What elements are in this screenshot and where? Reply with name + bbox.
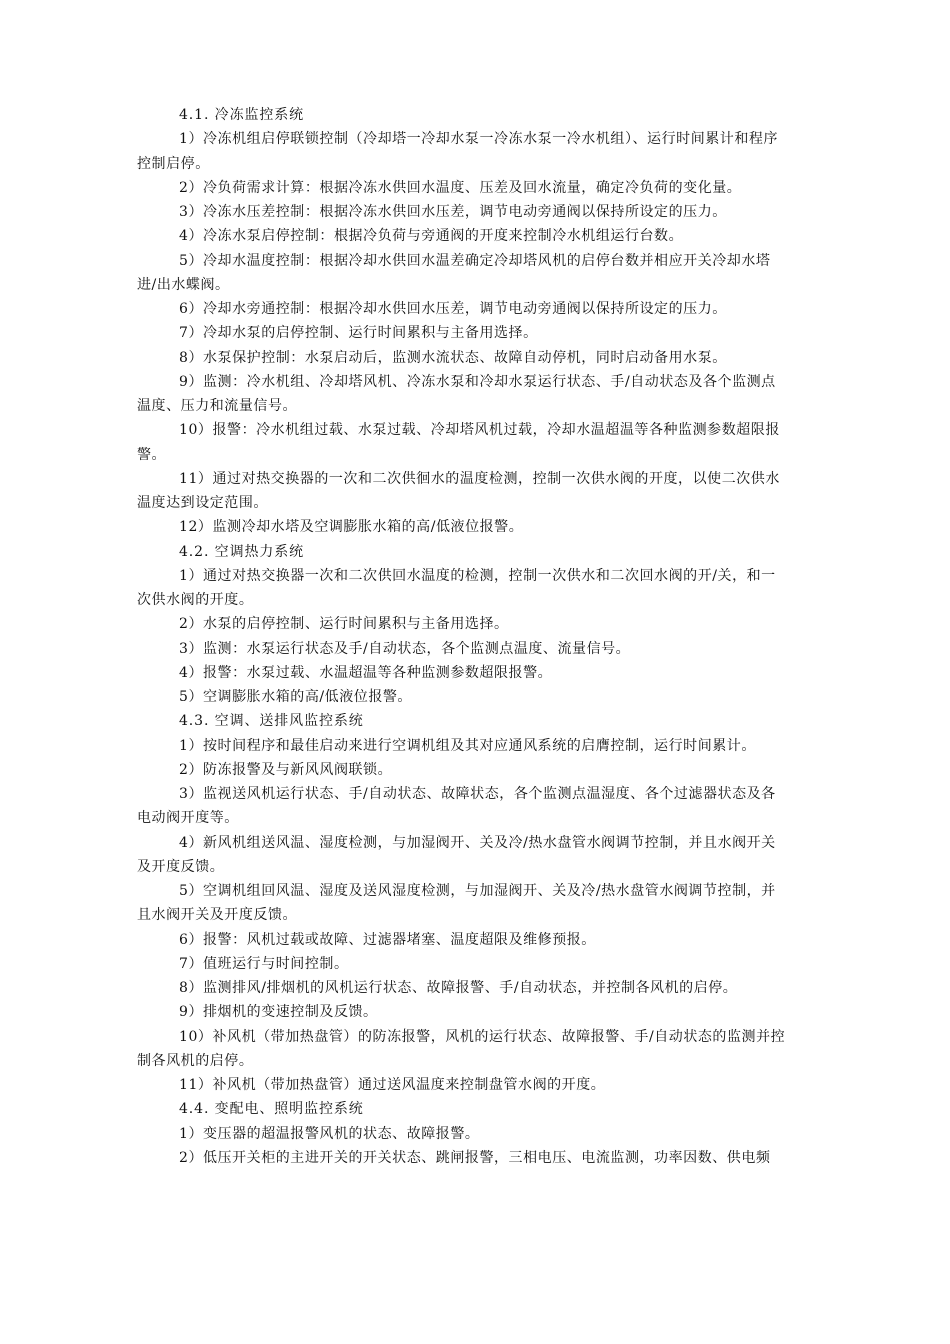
section-heading: 4.3. 空调、送排风监控系统 [179,713,364,730]
paragraph-line: 5）空调膨胀水箱的高/低液位报警。 [179,689,412,705]
paragraph-continuation: 温度达到设定范围。 [137,495,268,511]
paragraph-line: 7）值班运行与时间控制。 [179,955,349,972]
paragraph-line: 12）监测冷却水塔及空调膨胀水箱的高/低液位报警。 [179,519,524,536]
paragraph-line: 3）冷冻水压差控制：根据冷冻水供回水压差，调节电动旁通阀以保持所设定的压力。 [179,204,727,220]
paragraph-continuation: 警。 [137,446,167,463]
paragraph-line: 4）新风机组送风温、湿度检测，与加湿阀开、关及冷/热水盘管水阀调节控制，并且水阀开关 [179,834,776,851]
section-heading: 4.1. 冷冻监控系统 [179,107,305,123]
paragraph-line: 9）监测：冷水机组、冷却塔风机、冷冻水泵和冷却水泵运行状态、手/自动状态及各个监测点 [179,373,776,390]
paragraph-line: 8）监测排风/排烟机的风机运行状态、故障报警、手/自动状态，并控制各风机的启停。 [179,980,738,996]
paragraph-continuation: 控制启停。 [137,155,210,172]
paragraph-continuation: 且水阀开关及开度反馈。 [137,907,298,924]
paragraph-line: 1）通过对热交换器一次和二次供回水温度的检测，控制一次供水和二次回水阀的开/关，和一 [179,567,776,584]
paragraph-line: 11）补风机（带加热盘管）通过送风温度来控制盘管水阀的开度。 [179,1077,606,1093]
paragraph-line: 10）补风机（带加热盘管）的防冻报警，风机的运行状态、故障报警、手/自动状态的监测并控 [179,1028,786,1045]
paragraph-continuation: 制各风机的启停。 [137,1052,254,1069]
paragraph-line: 6）报警：风机过载或故障、过滤器堵塞、温度超限及维修预报。 [179,931,596,948]
paragraph-line: 1）按时间程序和最佳启动来进行空调机组及其对应通风系统的启膺控制，运行时间累计。 [179,737,756,754]
paragraph-line: 3）监视送风机运行状态、手/自动状态、故障状态，各个监测点温湿度、各个过滤器状态及各 [179,786,776,802]
paragraph-continuation: 电动阀开度等。 [137,810,239,827]
paragraph-line: 5）空调机组回风温、湿度及送风湿度检测，与加湿阀开、关及冷/热水盘管水阀调节控制，并 [179,883,776,899]
paragraph-line: 3）监测：水泵运行状态及手/自动状态，各个监测点温度、流量信号。 [179,640,631,657]
paragraph-line: 2）低压开关柜的主进开关的开关状态、跳闸报警，三相电压、电流监测，功率因数、供电频 [179,1149,771,1166]
paragraph-line: 7）冷却水泵的启停控制、运行时间累积与主备用选择。 [179,325,538,342]
paragraph-line: 10）报警：冷水机组过载、水泵过载、冷却塔风机过载，冷却水温超温等各种监测参数超限报 [179,422,780,439]
paragraph-line: 2）冷负荷需求计算：根据冷冻水供回水温度、压差及回水流量，确定冷负荷的变化量。 [179,179,742,196]
paragraph-line: 2）防冻报警及与新风风阀联锁。 [179,761,393,778]
paragraph-continuation: 及开度反馈。 [137,858,225,875]
paragraph-continuation: 温度、压力和流量信号。 [137,398,298,414]
paragraph-line: 8）水泵保护控制：水泵启动后，监测水流状态、故障自动停机，同时启动备用水泵。 [179,349,727,366]
paragraph-line: 9）排烟机的变速控制及反馈。 [179,1004,378,1021]
paragraph-line: 4）冷冻水泵启停控制：根据冷负荷与旁通阀的开度来控制冷水机组运行台数。 [179,228,684,245]
paragraph-line: 11）通过对热交换器的一次和二次供徊水的温度检测，控制一次供水阀的开度，以使二次供水 [179,470,780,487]
section-heading: 4.2. 空调热力系统 [179,543,305,560]
paragraph-line: 1）冷冻机组启停联锁控制（冷却塔一冷却水泵一冷冻水泵一冷水机组）、运行时间累计和程序 [179,131,779,148]
paragraph-line: 2）水泵的启停控制、运行时间累积与主备用选择。 [179,616,509,633]
paragraph-line: 1）变压器的超温报警风机的状态、故障报警。 [179,1125,480,1142]
paragraph-continuation: 进/出水蝶阀。 [137,276,230,293]
paragraph-continuation: 次供水阀的开度。 [137,592,254,608]
paragraph-line: 4）报警：水泵过载、水温超温等各种监测参数超限报警。 [179,664,553,681]
section-heading: 4.4. 变配电、照明监控系统 [179,1101,364,1118]
paragraph-line: 6）冷却水旁通控制：根据冷却水供回水压差，调节电动旁通阀以保持所设定的压力。 [179,301,727,317]
paragraph-line: 5）冷却水温度控制：根据冷却水供回水温差确定冷却塔风机的启停台数并相应开关冷却水塔 [179,252,771,269]
document-body [137,103,855,1170]
